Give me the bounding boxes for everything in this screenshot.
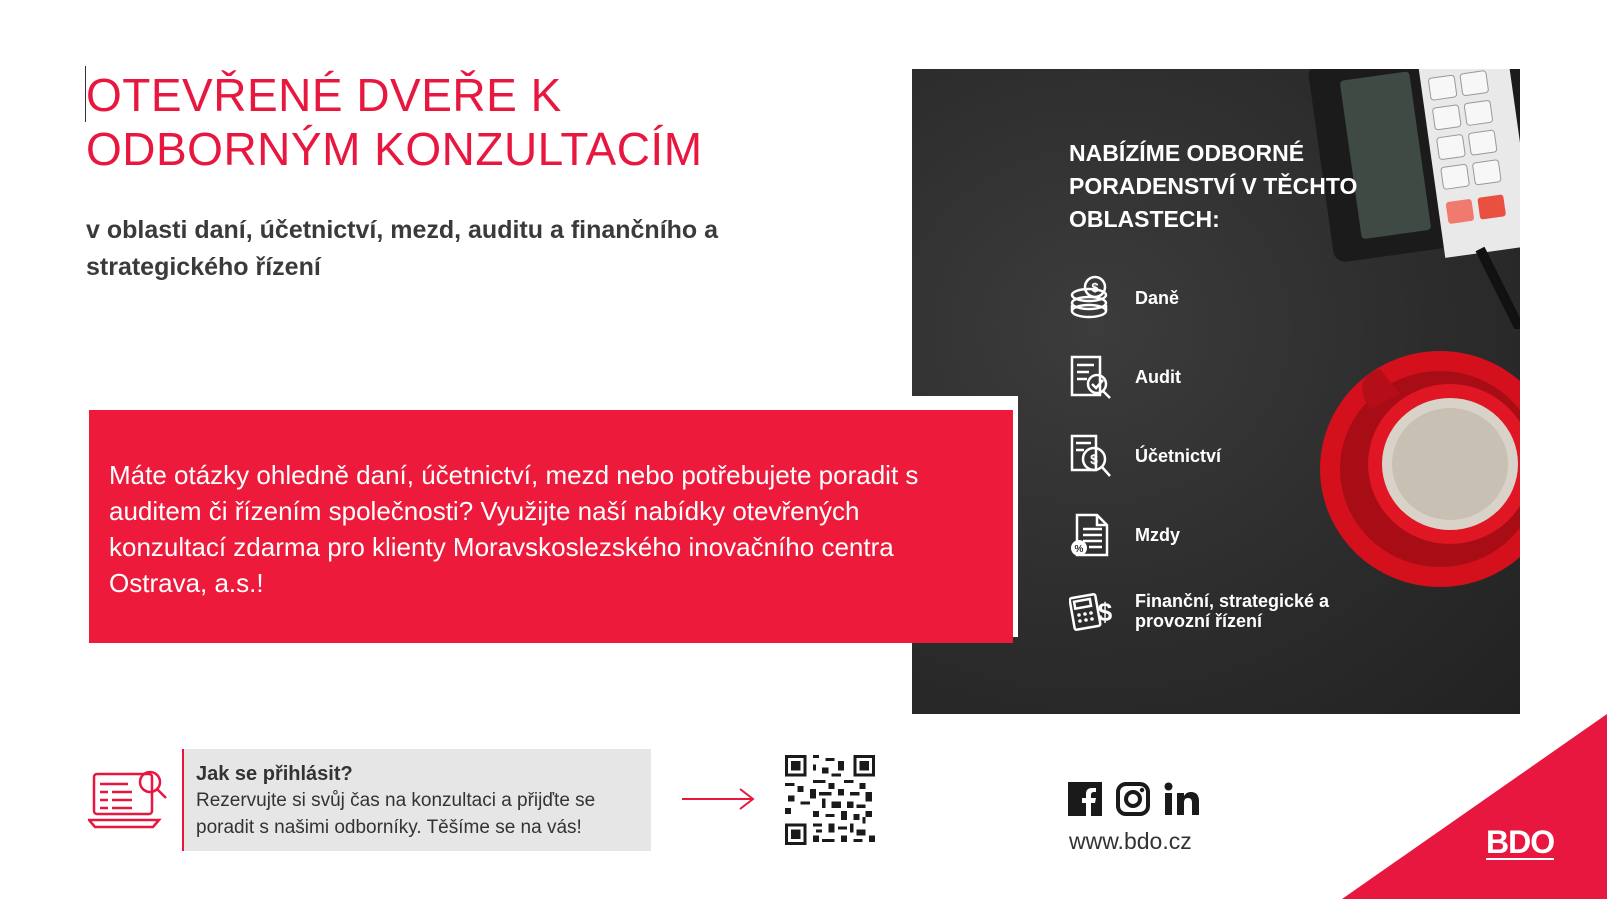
instagram-icon[interactable] (1116, 782, 1150, 821)
facebook-icon[interactable] (1068, 782, 1102, 821)
svg-text:%: % (1074, 544, 1084, 555)
promo-box (89, 410, 1013, 643)
service-label: Daně (1135, 288, 1180, 308)
bdo-logo: BDO (1486, 824, 1555, 860)
svg-text:$: $ (1097, 597, 1113, 627)
service-item-audit (1069, 354, 1181, 400)
svg-text:$: $ (1090, 451, 1098, 467)
service-item-rizeni (1069, 588, 1335, 634)
audit-checklist-icon (1069, 354, 1113, 400)
page-title: OTEVŘENÉ DVEŘE K ODBORNÝM KONZULTACÍM (86, 69, 703, 175)
service-label: Finanční, strategické a provozní řízení (1135, 591, 1330, 631)
svg-text:$: $ (1091, 280, 1099, 295)
service-item-dane (1069, 275, 1179, 321)
online-registration-icon (88, 768, 168, 830)
page-subtitle: v oblasti daní, účetnictví, mezd, auditu a finančního a strategického řízení (86, 216, 719, 281)
arrow-right-icon (680, 786, 756, 812)
service-label: Účetnictví (1135, 446, 1222, 466)
how-to-text: Rezervujte si svůj čas na konzultaci a přijďte se poradit s našimi odborníky. Těšíme se na vás! (196, 790, 596, 838)
social-links (1068, 782, 1214, 821)
coffee-cup-photo (1310, 339, 1520, 619)
how-to-title: Jak se přihlásit? (196, 763, 353, 785)
services-heading: NABÍZÍME ODBORNÉ PORADENSTVÍ V TĚCHTO OBLASTECH: (1069, 140, 1358, 232)
service-label: Audit (1135, 367, 1181, 387)
promo-text: Máte otázky ohledně daní, účetnictví, mezd nebo potřebujete poradit s auditem či řízením společnosti? Využijte naší nabídky otevřených konzultací zdarma pro klienty Moravskoslezského inovačního centra Ostrava, a.s.! (109, 460, 919, 598)
calculator-dollar-icon (1069, 588, 1113, 634)
linkedin-icon[interactable] (1164, 782, 1200, 821)
how-to-register-box (182, 749, 651, 851)
website-link[interactable]: www.bdo.cz (1069, 828, 1192, 854)
accounting-magnifier-icon (1069, 433, 1113, 479)
payroll-document-icon (1069, 512, 1113, 558)
corner-triangle (1342, 714, 1607, 899)
qr-code[interactable] (785, 755, 875, 845)
service-item-ucetnictvi (1069, 433, 1221, 479)
service-label: Mzdy (1135, 525, 1180, 545)
service-item-mzdy (1069, 512, 1180, 558)
coins-icon (1069, 275, 1113, 321)
